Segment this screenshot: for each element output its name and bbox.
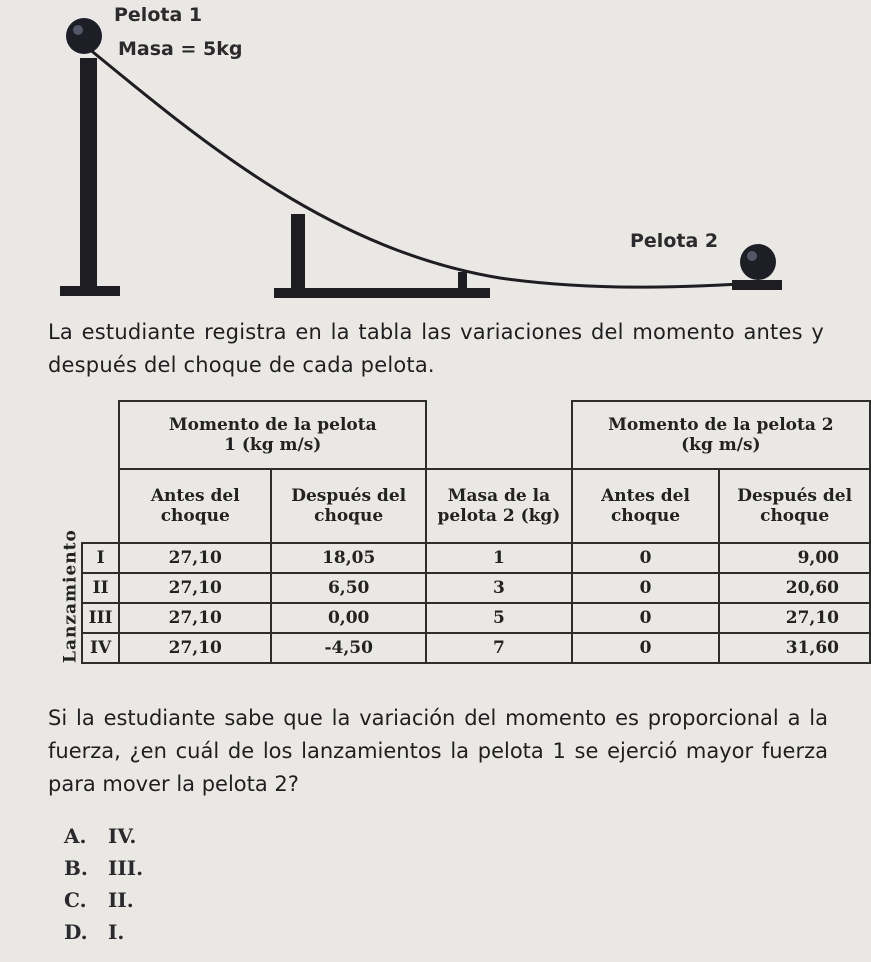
b1-after: 18,05 (271, 543, 426, 573)
b2-after: 9,00 (719, 543, 870, 573)
question-text: Si la estudiante sabe que la variación del momento es proporcional a la fuerza, ¿en cuál de los lanzamientos la pelota 1 se ejerció mayor fuerza para mover la pelota 2? (48, 706, 828, 796)
row-id: I (82, 543, 119, 573)
option-key: A. (64, 824, 87, 848)
option-text: III. (108, 856, 144, 880)
option-b[interactable] (64, 852, 143, 884)
b2-before: 0 (572, 573, 720, 603)
mass-2: 5 (426, 603, 572, 633)
row-group-label: Lanzamiento (58, 543, 82, 663)
ball-1-mass-label: Masa = 5kg (118, 38, 243, 60)
col-before-2: Antes del choque (572, 469, 720, 543)
option-text: II. (108, 888, 134, 912)
b2-before: 0 (572, 543, 720, 573)
option-key: B. (64, 856, 88, 880)
b2-after: 31,60 (719, 633, 870, 663)
b2-after: 27,10 (719, 603, 870, 633)
col-after-2: Después del choque (719, 469, 870, 543)
middle-support-post (291, 214, 305, 292)
col-after-1: Después del choque (271, 469, 426, 543)
option-text: I. (108, 920, 125, 944)
short-support-post (458, 272, 467, 290)
left-support-post (80, 58, 97, 290)
option-d[interactable] (64, 916, 143, 948)
col-before-1: Antes del choque (119, 469, 271, 543)
row-id: III (82, 603, 119, 633)
b2-after: 20,60 (719, 573, 870, 603)
table-row (58, 633, 870, 663)
intro-text: La estudiante registra en la tabla las variaciones del momento antes y después del choque de cada pelota. (48, 320, 824, 377)
momentum-table (58, 400, 871, 664)
b2-before: 0 (572, 633, 720, 663)
table-row (58, 573, 870, 603)
header-ball-1: Momento de la pelota 1 (kg m/s) (119, 401, 426, 469)
b1-after: 6,50 (271, 573, 426, 603)
momentum-table-area (0, 398, 871, 708)
b2-before: 0 (572, 603, 720, 633)
ramp-diagram (0, 0, 871, 310)
ball-2-label: Pelota 2 (630, 230, 719, 252)
left-support-base (60, 286, 120, 296)
option-c[interactable] (64, 884, 143, 916)
ball-1-label: Pelota 1 (114, 4, 203, 26)
answer-options (64, 820, 143, 948)
ball-2-stand (732, 280, 782, 290)
ball-1 (66, 18, 102, 54)
option-key: C. (64, 888, 87, 912)
table-row (58, 603, 870, 633)
middle-support-base (274, 288, 490, 298)
table-row (58, 543, 870, 573)
b1-before: 27,10 (119, 573, 271, 603)
header-ball-2: Momento de la pelota 2 (kg m/s) (572, 401, 870, 469)
ball-2 (740, 244, 776, 280)
b1-after: 0,00 (271, 603, 426, 633)
mass-2: 1 (426, 543, 572, 573)
b1-before: 27,10 (119, 633, 271, 663)
b1-before: 27,10 (119, 543, 271, 573)
col-mass-2: Masa de la pelota 2 (kg) (426, 469, 572, 543)
mass-2: 7 (426, 633, 572, 663)
row-id: II (82, 573, 119, 603)
b1-after: -4,50 (271, 633, 426, 663)
mass-2: 3 (426, 573, 572, 603)
b1-before: 27,10 (119, 603, 271, 633)
option-a[interactable] (64, 820, 143, 852)
option-text: IV. (108, 824, 137, 848)
option-key: D. (64, 920, 88, 944)
row-id: IV (82, 633, 119, 663)
